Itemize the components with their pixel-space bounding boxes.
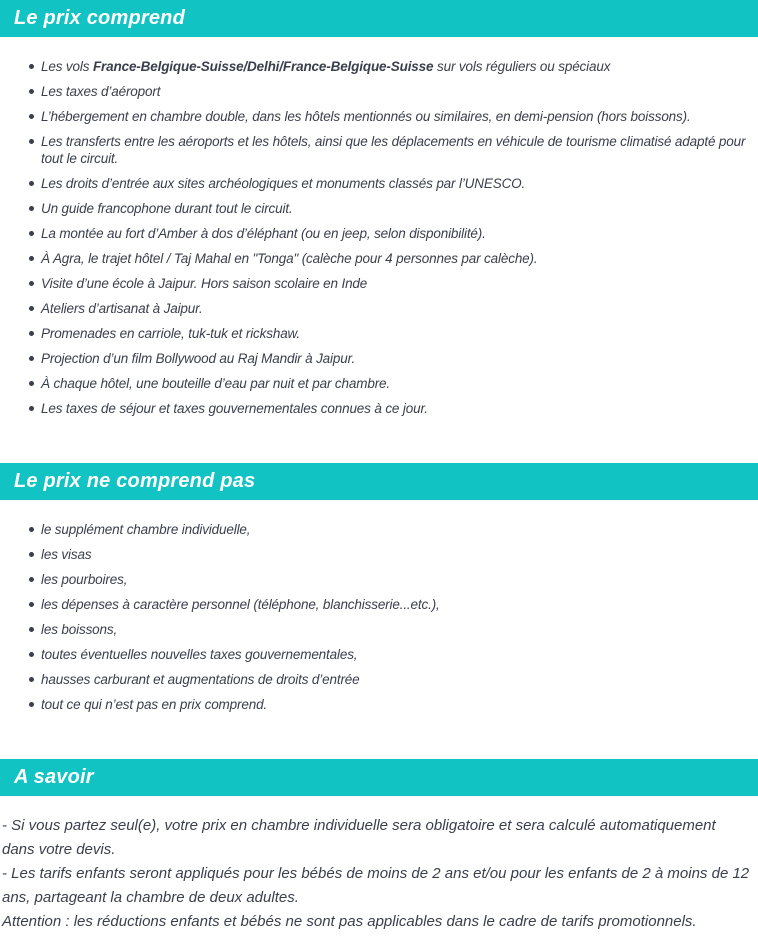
note-paragraph: Attention : les réductions enfants et bébés ne sont pas applicables dans le cadre de tarifs promotionnels.	[2, 913, 697, 930]
item-text-prefix: Les vols	[41, 59, 93, 74]
list-item: Visite d’une école à Jaipur. Hors saison scolaire en Inde	[41, 275, 752, 292]
note-paragraph: - Les tarifs enfants seront appliqués pour les bébés de moins de 2 ans et/ou pour les enfants de 2 à moins de 12 ans, partageant la chambre de deux adultes.	[2, 865, 750, 906]
list-item	[41, 58, 752, 75]
list-item: le supplément chambre individuelle,	[41, 521, 752, 538]
list-item: les dépenses à caractère personnel (téléphone, blanchisserie...etc.),	[41, 596, 752, 613]
section-price-includes	[0, 0, 758, 417]
list-item: tout ce qui n’est pas en prix comprend.	[41, 696, 752, 713]
section-title-includes: Le prix comprend	[14, 7, 186, 29]
list-item: À chaque hôtel, une bouteille d’eau par nuit et par chambre.	[41, 375, 752, 392]
list-item: les boissons,	[41, 621, 752, 638]
section-good-to-know	[0, 759, 758, 934]
list-item: Projection d’un film Bollywood au Raj Mandir à Jaipur.	[41, 350, 752, 367]
list-item: Les droits d’entrée aux sites archéologiques et monuments classés par l’UNESCO.	[41, 175, 752, 192]
list-item: L’hébergement en chambre double, dans les hôtels mentionnés ou similaires, en demi-pension (hors boissons).	[41, 108, 752, 125]
list-item: À Agra, le trajet hôtel / Taj Mahal en "Tonga" (calèche pour 4 personnes par calèche).	[41, 250, 752, 267]
list-item: toutes éventuelles nouvelles taxes gouvernementales,	[41, 646, 752, 663]
section-title-excludes: Le prix ne comprend pas	[14, 470, 256, 492]
section-header-notes	[0, 759, 758, 796]
list-item: Un guide francophone durant tout le circuit.	[41, 200, 752, 217]
list-item: les pourboires,	[41, 571, 752, 588]
list-item: La montée au fort d’Amber à dos d’éléphant (ou en jeep, selon disponibilité).	[41, 225, 752, 242]
list-item: Les taxes de séjour et taxes gouvernementales connues à ce jour.	[41, 400, 752, 417]
item-text-suffix: sur vols réguliers ou spéciaux	[433, 59, 611, 74]
list-item: les visas	[41, 546, 752, 563]
list-item: Promenades en carriole, tuk-tuk et rickshaw.	[41, 325, 752, 342]
item-text-bold: France-Belgique-Suisse/Delhi/France-Belgique-Suisse	[92, 59, 434, 74]
section-title-notes: A savoir	[14, 766, 94, 788]
excludes-list	[0, 500, 758, 713]
section-header-includes	[0, 0, 758, 37]
list-item: hausses carburant et augmentations de droits d’entrée	[41, 671, 752, 688]
list-item: Ateliers d’artisanat à Jaipur.	[41, 300, 752, 317]
list-item: Les taxes d’aéroport	[41, 83, 752, 100]
list-item: Les transferts entre les aéroports et les hôtels, ainsi que les déplacements en véhicule de tourisme climatisé adapté pour tout le circuit.	[41, 133, 752, 167]
section-header-excludes	[0, 463, 758, 500]
includes-list	[0, 37, 758, 417]
note-paragraph: - Si vous partez seul(e), votre prix en chambre individuelle sera obligatoire et sera calculé automatiquement dans votre devis.	[2, 817, 716, 858]
section-price-excludes	[0, 463, 758, 713]
notes-text-block	[0, 796, 758, 934]
